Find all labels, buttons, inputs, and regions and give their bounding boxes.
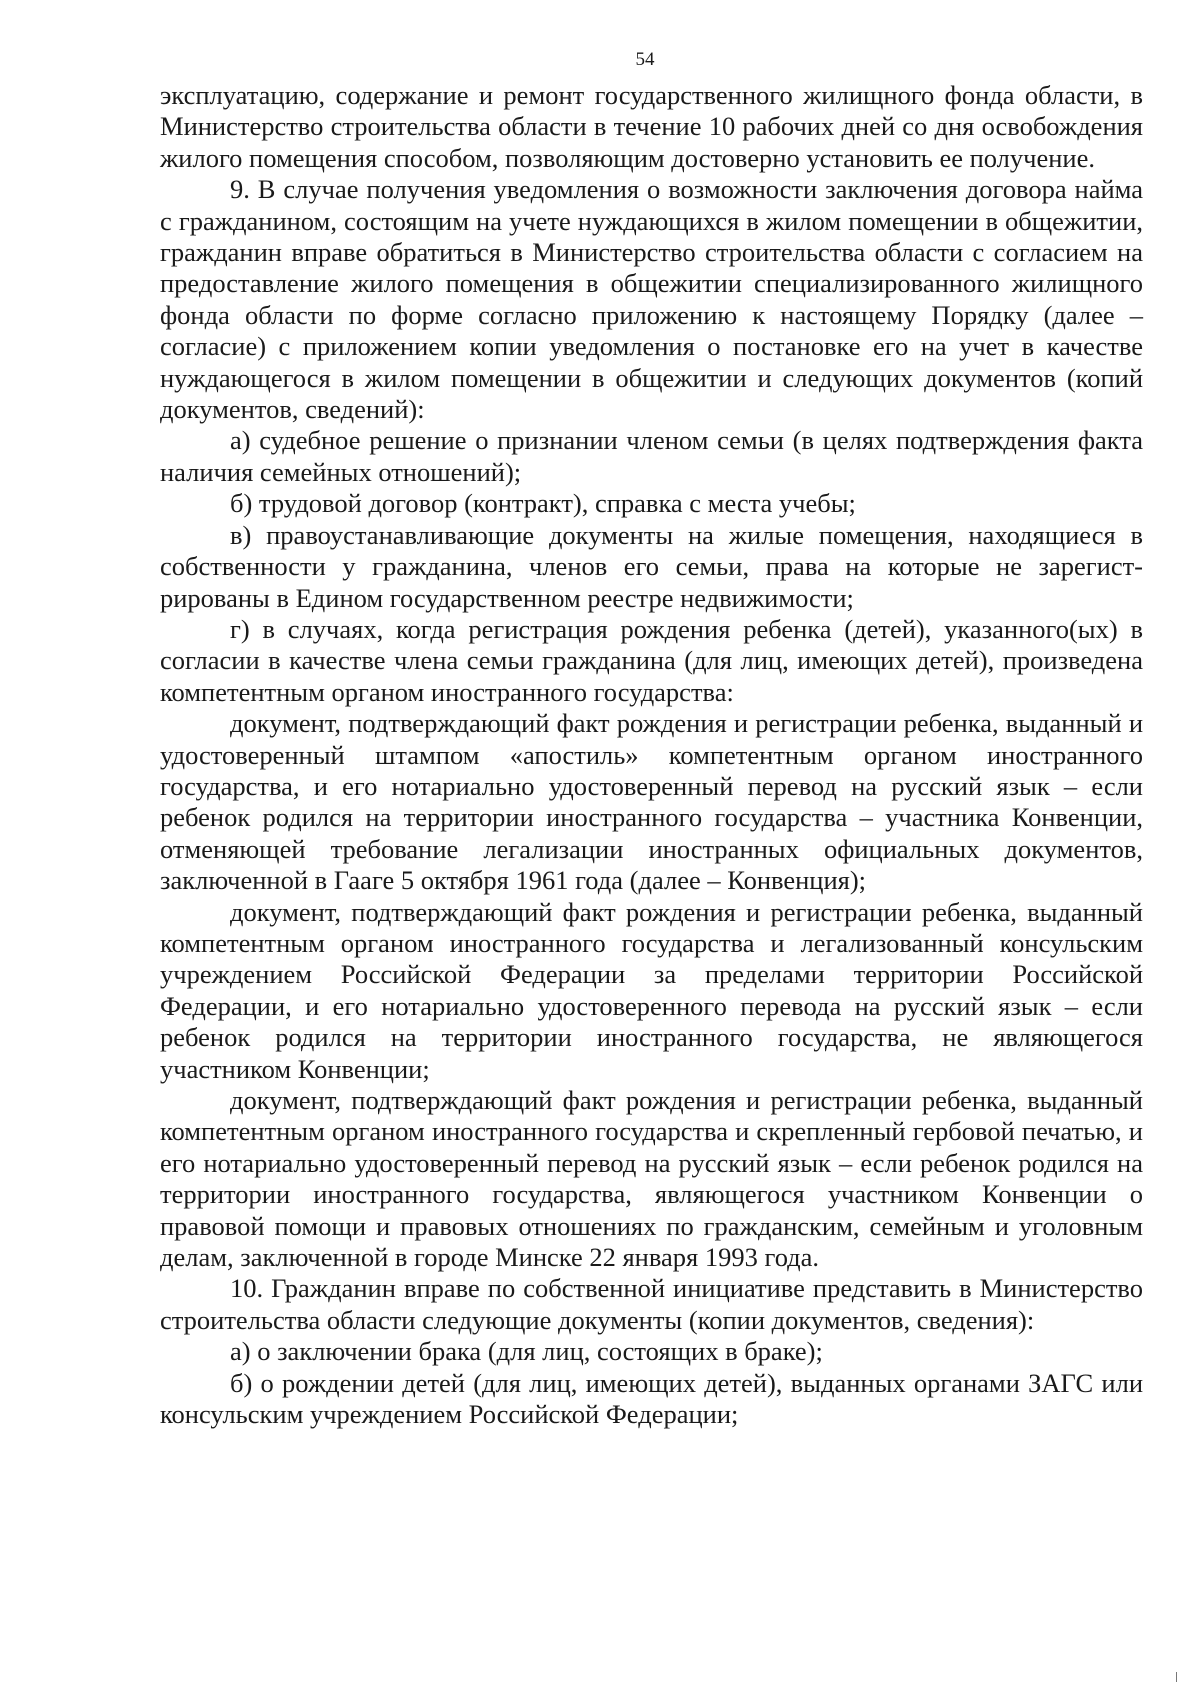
- paragraph-item-9-g: г) в случаях, когда регистрация рождения ребенка (детей), указанного(ых) в согласии в качестве члена семьи гражданина (для лиц, имеющих детей), произведена компетентным органом иностранного государства:: [160, 613, 1143, 707]
- paragraph-item-9: 9. В случае получения уведомления о возможности заключения договора найма с гражданином, состоящим на учете нуждающихся в жилом помещении в общежитии, гражданин вправе обратиться в Министерство строительства области с согласием на предоставление жилого помещения в общежитии специализированного жилищного фонда области по форме согласно приложению к настоящему Порядку (далее – согласие) с приложением копии уведомления о постановке его на учет в качестве нуждающегося в жилом помещении в общежитии и следующих документов (копий документов, сведений):: [160, 174, 1143, 425]
- paragraph-item-9-v: в) правоустанавливающие документы на жилые помещения, находящиеся в собственности у гражданина, членов его семьи, права на которые не зарегистрированы в Едином государственном реестре недвижимости;: [160, 519, 1143, 613]
- scan-edge-mark: [1176, 1672, 1177, 1682]
- paragraph-item-10-a: а) о заключении брака (для лиц, состоящих в браке);: [230, 1336, 823, 1367]
- paragraph-item-9-b: б) трудовой договор (контракт), справка с места учебы;: [230, 488, 856, 519]
- paragraph-item-10: 10. Гражданин вправе по собственной инициативе представить в Министерство строительства области следующие документы (копии документов, сведения):: [160, 1273, 1143, 1335]
- paragraph-document-apostille: документ, подтверждающий факт рождения и регистрации ребенка, выданный и удостоверенный штампом «апостиль» компетентным органом иностранного государства, и его нотариально удостоверенный перевод на русский язык – если ребенок родился на территории иностранного государства – участника Конвенции, отменяющей требование легализации иностранных официальных документов, заключенной в Гааге 5 октября 1961 года (далее – Конвенция);: [160, 708, 1143, 896]
- page-number: 54: [635, 49, 655, 70]
- paragraph-item-9-a: а) судебное решение о признании членом семьи (в целях подтверждения факта наличия семейных отношений);: [160, 425, 1143, 487]
- paragraph-item-10-b: б) о рождении детей (для лиц, имеющих детей), выданных органами ЗАГС или консульским учреждением Российской Федерации;: [160, 1367, 1143, 1430]
- paragraph-continuation: эксплуатацию, содержание и ремонт государственного жилищного фонда области, в Министерство строительства области в течение 10 рабочих дней со дня освобождения жилого помещения способом, позволяющим достоверно установить ее получение.: [160, 80, 1143, 173]
- paragraph-document-legalized: документ, подтверждающий факт рождения и регистрации ребенка, выданный компетентным органом иностранного государства и легализованный консульским учреждением Российской Федерации за пределами территории Российской Федерации, и его нотариально удостоверенного перевода на русский язык – если ребенок родился на территории иностранного государства, не являющегося участником Конвенции;: [160, 896, 1143, 1084]
- document-body: [160, 80, 1143, 1430]
- paragraph-document-minsk-convention: документ, подтверждающий факт рождения и регистрации ребенка, выданный компетентным органом иностранного государства и скрепленный гербовой печатью, и его нотариально удостоверенный перевод на русский язык – если ребенок родился на территории иностранного государства, являющегося участником Конвенции о правовой помощи и правовых отношениях по гражданским, семейным и уголовным делам, заключенной в городе Минске 22 января 1993 года.: [160, 1085, 1143, 1273]
